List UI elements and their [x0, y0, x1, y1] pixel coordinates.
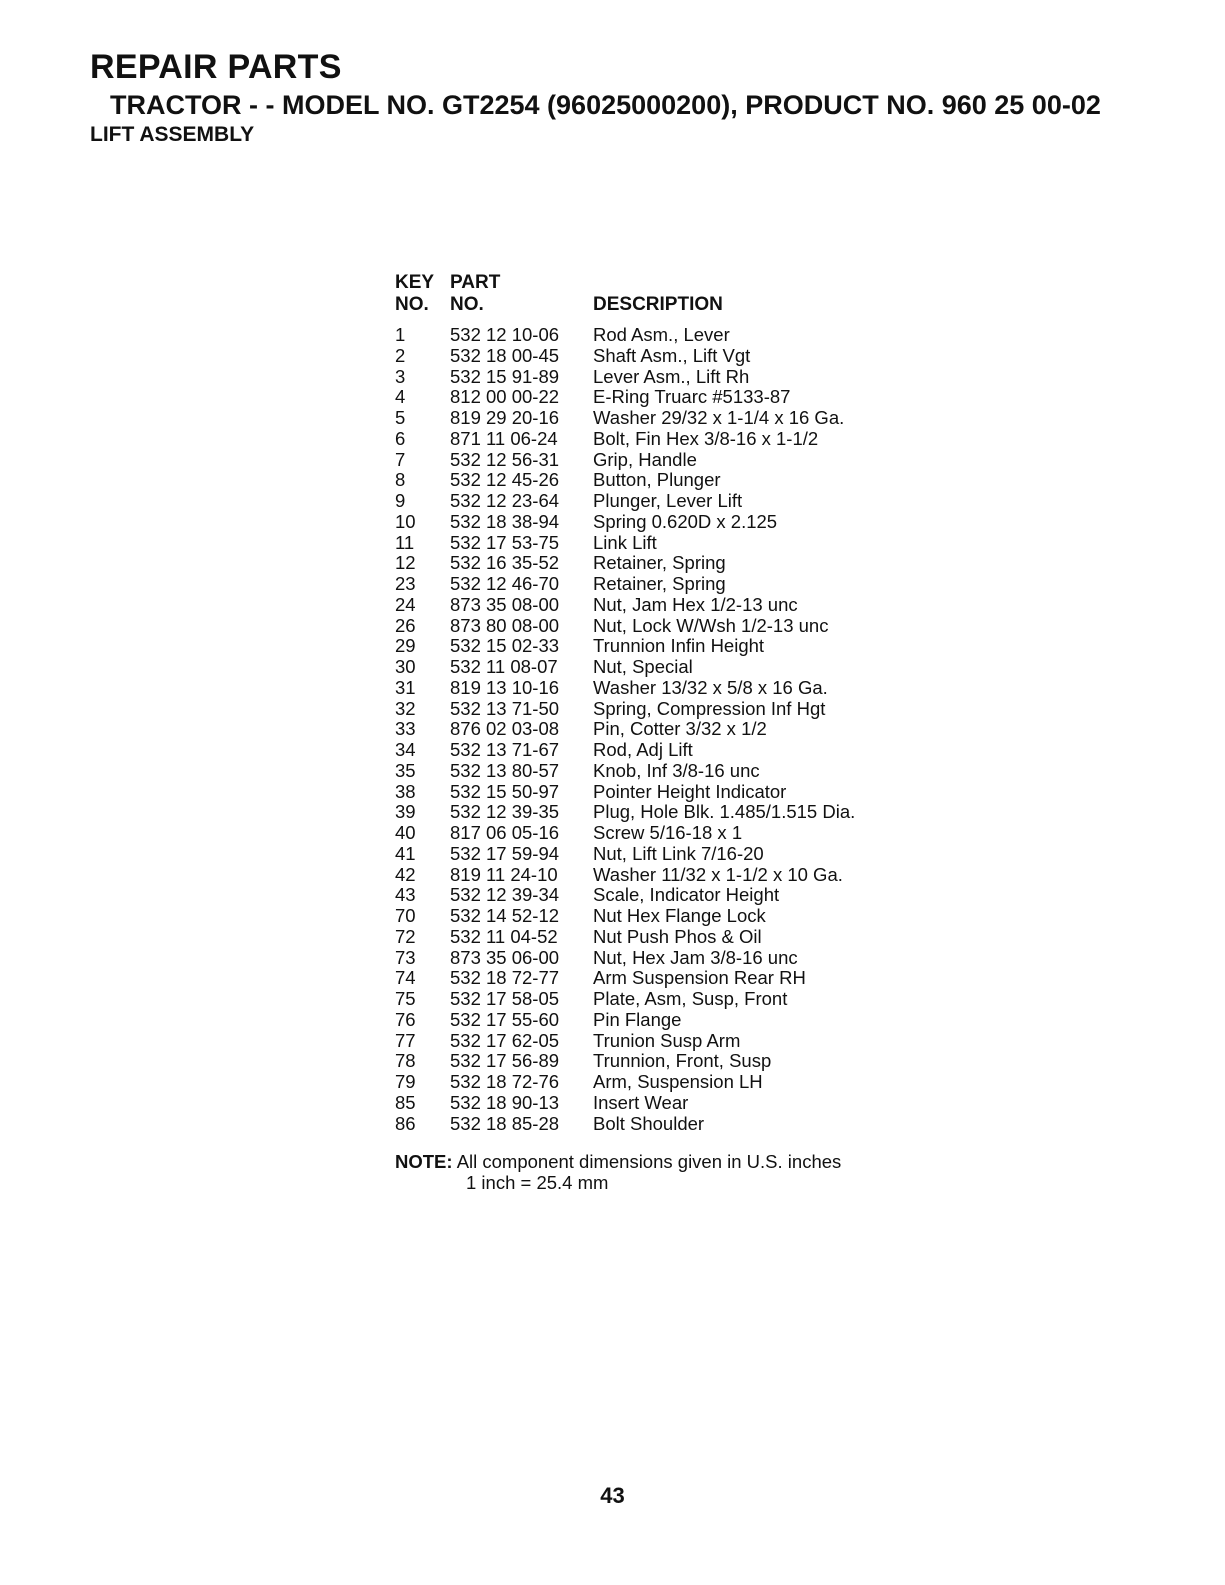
section-title: LIFT ASSEMBLY: [90, 123, 255, 146]
description-cell: Spring 0.620D x 2.125: [593, 510, 778, 532]
description-cell: Nut, Hex Jam 3/8-16 unc: [593, 946, 798, 968]
description-cell: Retainer, Spring: [593, 552, 726, 574]
description-cell: Scale, Indicator Height: [593, 884, 780, 906]
key-no-cell: 24: [395, 593, 416, 615]
key-no-cell: 74: [395, 967, 416, 989]
part-no-cell: 532 18 38-94: [450, 510, 560, 532]
note-conversion: 1 inch = 25.4 mm: [466, 1172, 609, 1193]
description-cell: Plunger, Lever Lift: [593, 490, 743, 511]
part-no-cell: 532 17 55-60: [450, 1008, 560, 1030]
key-header-line2: NO.: [395, 294, 429, 315]
key-no-cell: 39: [395, 801, 416, 823]
part-no-cell: 532 12 46-70: [450, 573, 560, 594]
note: [395, 1151, 841, 1172]
part-no-cell: 819 11 24-10: [450, 863, 558, 885]
part-no-cell: 532 12 23-64: [450, 490, 560, 511]
part-no-cell: 532 13 80-57: [450, 759, 560, 781]
key-no-cell: 4: [395, 386, 406, 408]
key-no-cell: 43: [395, 884, 416, 906]
part-no-cell: 532 11 04-52: [450, 925, 558, 947]
key-no-cell: 86: [395, 1112, 416, 1134]
part-no-cell: 532 17 56-89: [450, 1050, 560, 1072]
part-no-cell: 876 02 03-08: [450, 718, 560, 740]
part-no-cell: 532 15 91-89: [450, 365, 560, 387]
key-no-cell: 9: [395, 490, 406, 511]
key-no-cell: 70: [395, 905, 416, 926]
description-cell: Arm, Suspension LH: [593, 1071, 763, 1092]
part-no-cell: 532 17 53-75: [450, 531, 560, 553]
description-cell: Grip, Handle: [593, 448, 697, 470]
key-no-cell: 76: [395, 1008, 416, 1030]
key-no-header: [395, 272, 434, 316]
description-cell: Shaft Asm., Lift Vgt: [593, 344, 751, 366]
part-no-cell: 532 18 72-77: [450, 967, 560, 989]
part-no-cell: 532 14 52-12: [450, 905, 560, 926]
note-label: NOTE:: [395, 1151, 453, 1172]
key-no-cell: 73: [395, 946, 416, 968]
key-no-cell: 38: [395, 780, 416, 802]
description-cell: Washer 11/32 x 1-1/2 x 10 Ga.: [593, 863, 843, 885]
part-no-cell: 532 12 45-26: [450, 469, 560, 491]
key-no-cell: 40: [395, 822, 416, 843]
note-text: All component dimensions given in U.S. inches: [456, 1151, 842, 1172]
description-cell: Trunnion Infin Height: [593, 635, 765, 657]
part-no-cell: 532 17 59-94: [450, 842, 560, 864]
key-no-cell: 75: [395, 988, 416, 1009]
part-no-cell: 812 00 00-22: [450, 386, 560, 408]
part-no-cell: 532 15 02-33: [450, 635, 560, 657]
description-cell: Insert Wear: [593, 1091, 689, 1113]
part-no-cell: 873 80 08-00: [450, 614, 560, 636]
description-cell: Link Lift: [593, 531, 657, 553]
part-no-cell: 819 29 20-16: [450, 407, 560, 428]
part-no-cell: 532 16 35-52: [450, 552, 560, 574]
description-cell: E-Ring Truarc #5133-87: [593, 386, 791, 408]
key-no-cell: 85: [395, 1091, 416, 1113]
key-no-cell: 2: [395, 344, 406, 366]
description-cell: Washer 13/32 x 5/8 x 16 Ga.: [593, 676, 828, 698]
description-header: DESCRIPTION: [593, 294, 723, 315]
part-no-cell: 873 35 06-00: [450, 946, 560, 968]
description-cell: Bolt, Fin Hex 3/8-16 x 1-1/2: [593, 427, 819, 449]
description-cell: Screw 5/16-18 x 1: [593, 822, 743, 843]
model-subtitle: TRACTOR - - MODEL NO. GT2254 (96025000200), PRODUCT NO. 960 25 00-02: [110, 90, 1101, 120]
key-no-cell: 26: [395, 614, 416, 636]
key-no-cell: 32: [395, 697, 416, 719]
key-no-cell: 10: [395, 510, 416, 532]
description-cell: Trunion Susp Arm: [593, 1029, 741, 1051]
key-no-cell: 11: [395, 531, 415, 553]
part-header-line2: NO.: [450, 294, 484, 315]
key-no-cell: 34: [395, 739, 416, 760]
description-cell: Spring, Compression Inf Hgt: [593, 697, 826, 719]
key-no-cell: 77: [395, 1029, 416, 1051]
description-cell: Nut, Special: [593, 656, 693, 677]
part-no-cell: 532 18 90-13: [450, 1091, 560, 1113]
description-cell: Arm Suspension Rear RH: [593, 967, 806, 989]
key-no-cell: 3: [395, 365, 406, 387]
description-cell: Knob, Inf 3/8-16 unc: [593, 759, 760, 781]
description-cell: Nut Push Phos & Oil: [593, 925, 762, 947]
part-no-cell: 532 11 08-07: [450, 656, 558, 677]
description-cell: Pointer Height Indicator: [593, 780, 787, 802]
key-no-cell: 1: [395, 324, 406, 345]
part-no-cell: 532 12 10-06: [450, 324, 560, 345]
description-cell: Plate, Asm, Susp, Front: [593, 988, 788, 1009]
key-no-cell: 7: [395, 448, 406, 470]
key-no-cell: 8: [395, 469, 406, 491]
description-cell: Pin, Cotter 3/32 x 1/2: [593, 718, 767, 740]
description-cell: Rod, Adj Lift: [593, 739, 693, 760]
key-no-cell: 42: [395, 863, 416, 885]
description-cell: Trunnion, Front, Susp: [593, 1050, 772, 1072]
description-cell: Bolt Shoulder: [593, 1112, 705, 1134]
key-no-cell: 23: [395, 573, 416, 594]
part-no-cell: 532 18 00-45: [450, 344, 560, 366]
key-header-line1: KEY: [395, 272, 435, 293]
part-no-cell: 871 11 06-24: [450, 427, 558, 449]
description-cell: Nut, Lock W/Wsh 1/2-13 unc: [593, 614, 829, 636]
part-no-cell: 532 13 71-67: [450, 739, 560, 760]
part-no-cell: 532 12 39-34: [450, 884, 560, 906]
key-no-cell: 35: [395, 759, 416, 781]
description-cell: Nut, Lift Link 7/16-20: [593, 842, 764, 864]
key-no-cell: 5: [395, 407, 406, 428]
description-cell: Nut Hex Flange Lock: [593, 905, 766, 926]
part-no-cell: 532 18 72-76: [450, 1071, 560, 1092]
key-no-cell: 31: [395, 676, 416, 698]
part-no-cell: 532 13 71-50: [450, 697, 560, 719]
description-cell: Pin Flange: [593, 1008, 682, 1030]
part-header-line1: PART: [450, 272, 501, 293]
description-cell: Plug, Hole Blk. 1.485/1.515 Dia.: [593, 801, 856, 823]
part-no-cell: 817 06 05-16: [450, 822, 560, 843]
key-no-cell: 30: [395, 656, 416, 677]
key-no-cell: 29: [395, 635, 416, 657]
description-cell: Nut, Jam Hex 1/2-13 unc: [593, 593, 798, 615]
key-no-cell: 6: [395, 427, 406, 449]
part-no-header: [450, 272, 500, 316]
part-no-cell: 819 13 10-16: [450, 676, 560, 698]
part-no-cell: 532 12 39-35: [450, 801, 560, 823]
key-no-cell: 72: [395, 925, 416, 947]
part-no-cell: 873 35 08-00: [450, 593, 560, 615]
description-cell: Retainer, Spring: [593, 573, 726, 594]
part-no-cell: 532 17 62-05: [450, 1029, 560, 1051]
page-number: 43: [600, 1483, 625, 1508]
part-no-cell: 532 17 58-05: [450, 988, 560, 1009]
key-no-cell: 78: [395, 1050, 416, 1072]
key-no-cell: 79: [395, 1071, 416, 1092]
key-no-cell: 33: [395, 718, 416, 740]
description-cell: Rod Asm., Lever: [593, 324, 730, 345]
part-no-cell: 532 12 56-31: [450, 448, 560, 470]
key-no-cell: 12: [395, 552, 416, 574]
page-title: REPAIR PARTS: [90, 48, 342, 86]
key-no-cell: 41: [395, 842, 416, 864]
description-cell: Button, Plunger: [593, 469, 721, 491]
part-no-cell: 532 15 50-97: [450, 780, 560, 802]
description-cell: Washer 29/32 x 1-1/4 x 16 Ga.: [593, 407, 845, 428]
description-cell: Lever Asm., Lift Rh: [593, 365, 750, 387]
part-no-cell: 532 18 85-28: [450, 1112, 560, 1134]
